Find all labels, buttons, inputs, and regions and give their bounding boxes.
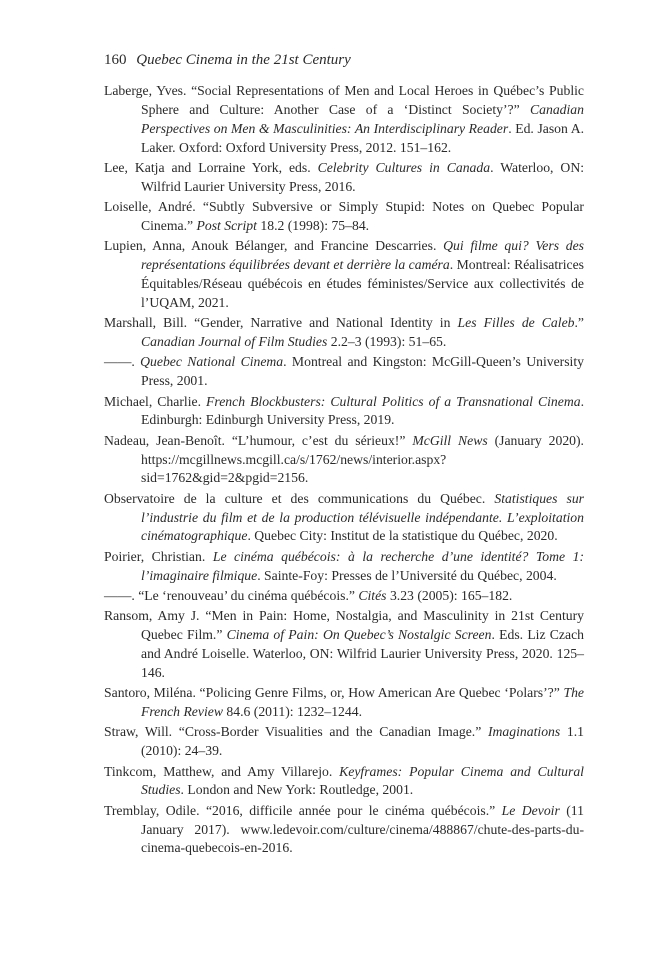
entry-text: . Montreal and Kingston: McGill-Queen’s University Press, 2001. xyxy=(141,354,584,389)
entry-text: . Montreal: Réalisatrices Équitables/Réseau québécois en études féministes/Service aux collectivités de l’UQAM, 2021. xyxy=(141,257,584,310)
bibliography-entry xyxy=(104,393,584,431)
entry-text: Lee, Katja and Lorraine York, eds. xyxy=(104,159,318,175)
entry-text: Marshall, Bill. “Gender, Narrative and National Identity in xyxy=(104,315,458,331)
entry-text: . London and New York: Routledge, 2001. xyxy=(180,782,414,798)
work-title: Le Devoir xyxy=(501,802,560,818)
work-title: McGill News xyxy=(412,432,488,448)
entry-text: Nadeau, Jean-Benoît. “L’humour, c’est du sérieux!” xyxy=(104,432,413,448)
work-title: Statistiques sur l’industrie du film et de la production télévisuelle indépendante. L’exploitation cinématographique xyxy=(141,490,584,544)
bibliography-entry xyxy=(104,198,584,236)
bibliography-entry xyxy=(104,763,584,801)
bibliography-entry xyxy=(104,587,584,606)
entry-text: . Quebec City: Institut de la statistique du Québec, 2020. xyxy=(247,528,558,544)
entry-text: ——. “Le ‘renouveau’ du cinéma québécois.” xyxy=(104,587,359,603)
bibliography-entry xyxy=(104,723,584,761)
work-title: Qui filme qui? Vers des représentations équilibrées devant et derrière la caméra xyxy=(141,238,584,273)
entry-text: 1.1 (2010): 24–39. xyxy=(141,724,584,759)
work-title: Keyframes: Popular Cinema and Cultural Studies xyxy=(141,763,584,798)
entry-text: Lupien, Anna, Anouk Bélanger, and Francine Descarries. xyxy=(104,238,444,254)
work-title: Le cinéma québécois: à la recherche d’une identité? Tome 1: l’imaginaire filmique xyxy=(141,548,585,583)
entry-text: Michael, Charlie. xyxy=(104,393,207,409)
entry-text: Observatoire de la culture et des communications du Québec. xyxy=(104,490,495,506)
entry-text: . Eds. Liz Czach and André Loiselle. Waterloo, ON: Wilfrid Laurier University Press, 2020. 125–146. xyxy=(141,627,584,680)
entry-text: 3.23 (2005): 165–182. xyxy=(386,587,513,603)
work-title: Les Filles de Caleb xyxy=(457,315,575,331)
work-title: Post Script xyxy=(196,217,257,233)
entry-text: (11 January 2017). www.ledevoir.com/culture/cinema/488867/chute-des-parts-du-cinema-quebecois-en-2016. xyxy=(141,802,584,856)
bibliography-entry xyxy=(104,159,584,197)
work-title: Cinema of Pain: On Quebec’s Nostalgic Screen xyxy=(226,627,492,643)
entry-text: Laberge, Yves. “Social Representations of Men and Local Heroes in Québec’s Public Sphere and Culture: Another Case of a ‘Distinct Society’?” xyxy=(104,83,584,117)
page-number: 160 xyxy=(104,52,127,68)
bibliography-entry xyxy=(104,607,584,682)
entry-text: 84.6 (2011): 1232–1244. xyxy=(222,704,362,719)
entry-text: (January 2020). https://mcgillnews.mcgill.ca/s/1762/news/interior.aspx?sid=1762&gid=2&pgid=2156. xyxy=(141,432,584,486)
entry-text: Ransom, Amy J. “Men in Pain: Home, Nostalgia, and Masculinity in 21st Century Quebec Film.” xyxy=(104,608,584,643)
entry-text: . Sainte-Foy: Presses de l’Université du Québec, 2004. xyxy=(257,567,557,583)
work-title: The French Review xyxy=(141,685,584,719)
bibliography-entry xyxy=(104,490,584,547)
bibliography-entry xyxy=(104,802,584,859)
entry-text: .” xyxy=(574,315,584,331)
work-title: Canadian Perspectives on Men & Masculinities: An Interdisciplinary Reader xyxy=(141,101,584,136)
entry-text: Tinkcom, Matthew, and Amy Villarejo. xyxy=(104,763,340,779)
bibliography-entry xyxy=(104,237,584,312)
running-header xyxy=(104,52,351,69)
work-title: Quebec National Cinema xyxy=(140,354,284,370)
entry-text: . Ed. Jason A. Laker. Oxford: Oxford University Press, 2012. 151–162. xyxy=(141,120,584,155)
entry-text: Poirier, Christian. xyxy=(104,548,213,564)
entry-text: 18.2 (1998): 75–84. xyxy=(256,217,370,233)
entry-text: ——. xyxy=(104,354,141,370)
entry-text: . Waterloo, ON: Wilfrid Laurier University Press, 2016. xyxy=(141,159,585,194)
work-title: Cités xyxy=(358,587,387,603)
bibliography-entry xyxy=(104,314,584,352)
entry-text: Santoro, Miléna. “Policing Genre Films, or, How American Are Quebec ‘Polars’?” xyxy=(104,685,564,701)
work-title: Celebrity Cultures in Canada xyxy=(317,159,491,175)
bibliography-entry xyxy=(104,82,584,157)
entry-text: Loiselle, André. “Subtly Subversive or Simply Stupid: Notes on Quebec Popular Cinema.” xyxy=(104,199,584,233)
bibliography-entry xyxy=(104,353,584,391)
work-title: Canadian Journal of Film Studies xyxy=(141,333,328,349)
bibliography-entry xyxy=(104,548,584,586)
work-title: French Blockbusters: Cultural Politics of a Transnational Cinema xyxy=(206,393,581,409)
bibliography-entry xyxy=(104,684,584,722)
entry-text: 2.2–3 (1993): 51–65. xyxy=(327,333,447,349)
running-title: Quebec Cinema in the 21st Century xyxy=(136,52,351,68)
entry-text: Straw, Will. “Cross-Border Visualities and the Canadian Image.” xyxy=(104,724,488,740)
entry-text: . Edinburgh: Edinburgh University Press, 2019. xyxy=(141,393,584,428)
bibliography-entry xyxy=(104,432,584,489)
work-title: Imaginations xyxy=(487,724,561,740)
bibliography-list xyxy=(104,82,584,860)
entry-text: Tremblay, Odile. “2016, difficile année pour le cinéma québécois.” xyxy=(104,802,502,818)
